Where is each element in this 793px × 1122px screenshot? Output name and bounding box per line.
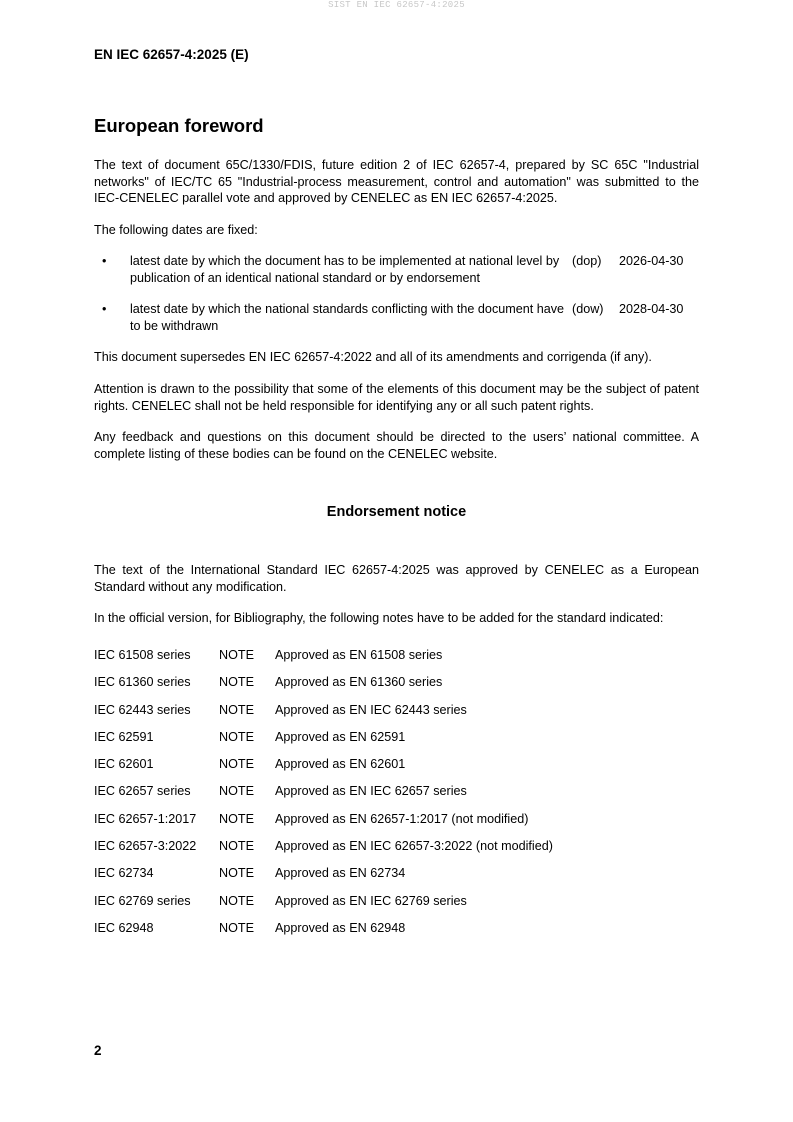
standard-ref: IEC 62657 series [94,784,191,799]
approved-as: Approved as EN 62948 [275,920,406,935]
bullet: • [102,254,107,268]
note-label: NOTE [219,757,254,772]
patent-paragraph: Attention is drawn to the possibility that some of the elements of this document may be the subject of patent rights. CENELEC shall not be held responsible for identifying any or all such patent rights. [94,382,699,413]
note-label: NOTE [219,893,254,908]
note-label: NOTE [219,702,254,717]
note-label: NOTE [219,675,254,690]
bullet: • [102,302,107,316]
date-item-abbr: (dow) [572,302,604,316]
document-id-header: EN IEC 62657-4:2025 (E) [94,47,249,62]
standard-ref: IEC 62601 [94,757,154,772]
approved-as: Approved as EN 62601 [275,757,406,772]
approved-as: Approved as EN 62591 [275,729,406,744]
endorsement-title: Endorsement notice [326,504,467,520]
approved-as: Approved as EN IEC 62769 series [275,893,467,908]
endorsement-text: The text of the International Standard IEC 62657-4:2025 was approved by CENELEC as a European Standard without any modification. [94,563,699,594]
standard-ref: IEC 62657-3:2022 [94,839,197,854]
standard-ref: IEC 62734 [94,866,154,881]
approved-as: Approved as EN 61360 series [275,675,443,690]
standard-ref: IEC 62443 series [94,702,191,717]
foreword-title: European foreword [94,115,264,136]
note-label: NOTE [219,839,254,854]
foreword-intro: The text of document 65C/1330/FDIS, future edition 2 of IEC 62657-4, prepared by SC 65C "Industrial networks" of IEC/TC 65 "Industrial-process measurement, control and automation" was submitted to the IEC-CENELEC parallel vote and approved by CENELEC as EN IEC 62657-4:2025. [94,158,699,205]
standard-ref: IEC 62591 [94,729,154,744]
dates-intro: The following dates are fixed: [94,223,258,237]
watermark: SIST EN IEC 62657-4:2025 [328,0,465,10]
page-number: 2 [94,1043,102,1058]
approved-as: Approved as EN IEC 62657 series [275,784,467,799]
approved-as: Approved as EN IEC 62657-3:2022 (not modified) [275,839,553,854]
approved-as: Approved as EN 61508 series [275,648,443,662]
date-item-text: latest date by which the document has to be implemented at national level by publication of an identical national standard or by endorsement [130,254,560,285]
feedback-paragraph: Any feedback and questions on this document should be directed to the users’ national committee. A complete listing of these bodies can be found on the CENELEC website. [94,430,699,461]
note-label: NOTE [219,920,254,935]
date-item-abbr: (dop) [572,254,602,268]
date-item-value: 2026-04-30 [619,254,684,268]
date-item-value: 2028-04-30 [619,302,684,316]
standard-ref: IEC 61508 series [94,648,191,662]
note-label: NOTE [219,866,254,881]
note-label: NOTE [219,811,254,826]
standard-ref: IEC 61360 series [94,675,191,690]
note-label: NOTE [219,648,254,662]
approved-as: Approved as EN 62657-1:2017 (not modified) [275,811,529,826]
standard-ref: IEC 62948 [94,920,154,935]
note-label: NOTE [219,784,254,799]
supersedes-paragraph: This document supersedes EN IEC 62657-4:2022 and all of its amendments and corrigenda (if any). [94,350,652,364]
standard-ref: IEC 62657-1:2017 [94,811,197,826]
approved-as: Approved as EN IEC 62443 series [275,702,467,717]
bibliography-intro: In the official version, for Bibliography, the following notes have to be added for the standard indicated: [94,611,664,625]
standard-ref: IEC 62769 series [94,893,191,908]
approved-as: Approved as EN 62734 [275,866,406,881]
note-label: NOTE [219,729,254,744]
date-item-text: latest date by which the national standards conflicting with the document have to be withdrawn [130,302,565,333]
